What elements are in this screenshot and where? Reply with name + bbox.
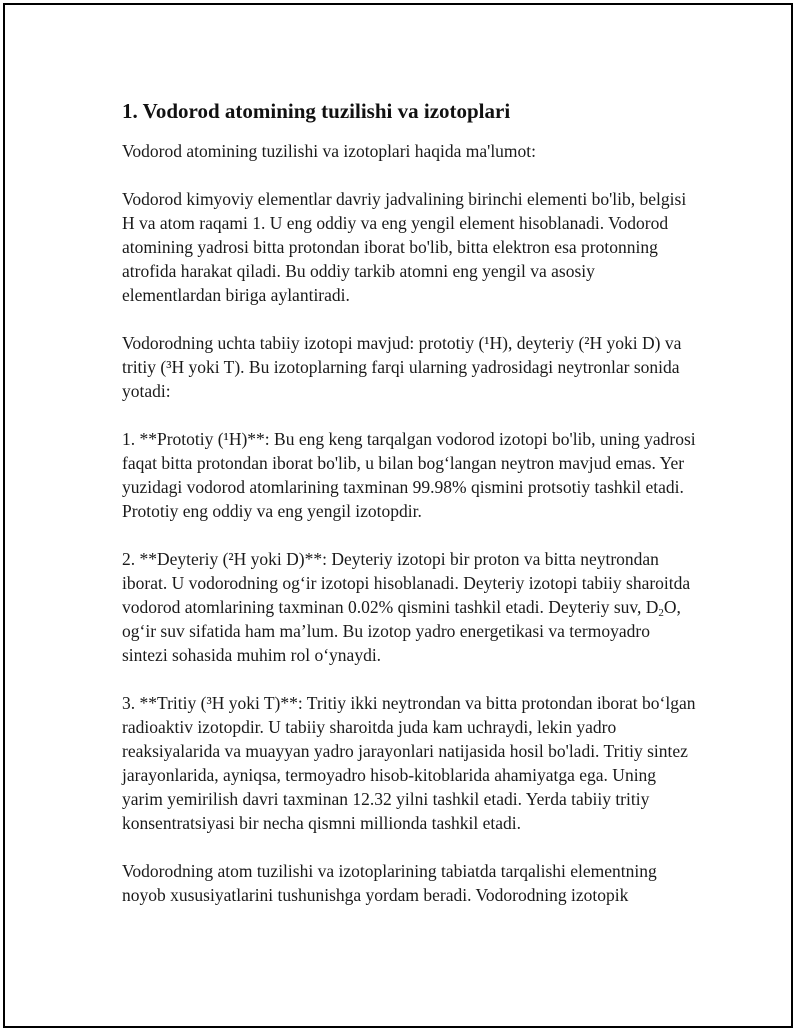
paragraph-tritium: 3. **Tritiy (³H yoki T)**: Tritiy ikki neytrondan va bitta protondan iborat bo‘lgan radioaktiv izotopdir. U tabiiy sharoitda juda kam uchraydi, lekin yadro reaksiyalarida va muayyan yadro jarayonlari natijasida hosil bo'ladi. Tritiy sintez jarayonlarida, ayniqsa, termoyadro hisob-kitoblarida ahamiyatga ega. Uning yarim yemirilish davri taxminan 12.32 yilni tashkil etadi. Yerda tabiiy tritiy konsentratsiyasi bir necha qismni millionda tashkil etadi. bbox=[122, 693, 696, 833]
paragraph-deuterium bbox=[122, 547, 697, 667]
paragraph-conclusion: Vodorodning atom tuzilishi va izotoplarining tabiatda tarqalishi elementning noyob xususiyatlarini tushunishga yordam beradi. Vodorodning izotopik bbox=[122, 861, 657, 905]
intro-paragraph: Vodorod atomining tuzilishi va izotoplari haqida ma'lumot: bbox=[122, 141, 537, 161]
paragraph-protium: 1. **Prototiy (¹H)**: Bu eng keng tarqalgan vodorod izotopi bo'lib, uning yadrosi faqat bitta protondan iborat bo'lib, u bilan bog‘langan neytron mavjud emas. Yer yuzidagi vodorod atomlarining taxminan 99.98% qismini protsotiy tashkil etadi. Prototiy eng oddiy va eng yengil izotopdir. bbox=[122, 429, 696, 521]
deuterium-text-part2: O, og‘ir suv sifatida ham ma’lum. Bu izotop yadro energetikasi va termoyadro sintezi sohasida muhim rol o‘ynaydi. bbox=[122, 597, 681, 665]
deuterium-text-part1: 2. **Deyteriy (²H yoki D)**: Deyteriy izotopi bir proton va bitta neytrondan iborat. U vodorodning og‘ir izotopi hisoblanadi. Deyteriy izotopi tabiiy sharoitda vodorod atomlarining taxminan 0.02% qismini tashkil etadi. Deyteriy suv, D bbox=[122, 549, 691, 617]
section-heading: 1. Vodorod atomining tuzilishi va izotoplari bbox=[122, 99, 511, 123]
subscript-2: 2 bbox=[658, 607, 664, 619]
document-page bbox=[3, 3, 793, 1028]
paragraph-hydrogen-overview: Vodorod kimyoviy elementlar davriy jadvalining birinchi elementi bo'lib, belgisi H va atom raqami 1. U eng oddiy va eng yengil element hisoblanadi. Vodorod atomining yadrosi bitta protondan iborat bo'lib, bitta elektron esa protonning atrofida harakat qiladi. Bu oddiy tarkib atomni eng yengil va asosiy elementlardan biriga aylantiradi. bbox=[122, 189, 687, 305]
document-body bbox=[122, 97, 697, 931]
paragraph-isotopes-intro: Vodorodning uchta tabiiy izotopi mavjud: prototiy (¹H), deyteriy (²H yoki D) va tritiy (³H yoki T). Bu izotoplarning farqi ularning yadrosidagi neytronlar sonida yotadi: bbox=[122, 333, 682, 401]
